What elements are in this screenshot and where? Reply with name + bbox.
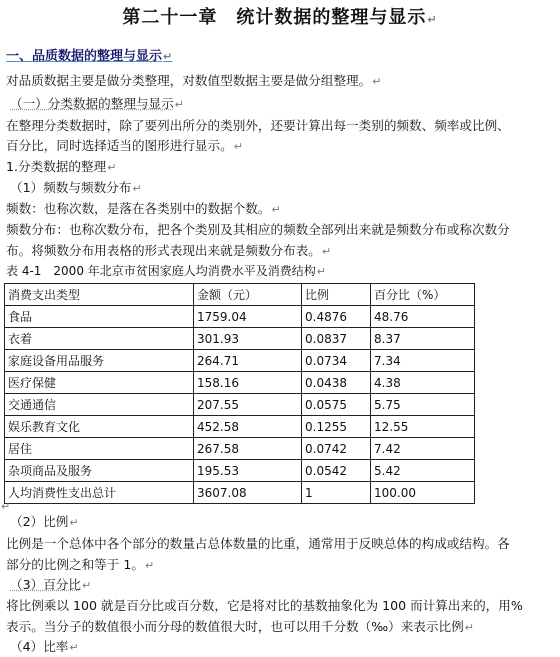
table-end-mark: ↵ [1,500,11,513]
table-cell: 267.58 [194,438,302,460]
table-cell: 5.75 [371,394,475,416]
intro-paragraph: 对品质数据主要是做分类整理，对数值型数据主要是做分组整理。↵ [6,73,382,88]
definition-distribution-line1: 频数分布：也称次数分布，把各个类别及其相应的频数全部列出来就是频数分布或称次数分 [6,222,510,237]
definition-distribution-line2: 布。将频数分布用表格的形式表现出来就是频数分布表。↵ [6,243,332,258]
paragraph-ratio-line1: 比例是一个总体中各个部分的数量占总体数量的比重，通常用于反映总体的构成或结构。各 [6,536,510,551]
table-row [5,460,475,482]
paragraph-percentage-line1: 将比例乘以 100 就是百分比或百分数，它是将对比的基数抽象化为 100 而计算出来的，用% [6,598,523,613]
table-cell: 0.0438 [302,372,371,394]
paragraph-categorical-line1: 在整理分类数据时，除了要列出所分的类别外，还要计算出每一类别的频数、频率或比例、 [6,118,510,133]
table-header-cell: 比例 [302,284,371,306]
table-cell: 交通通信 [5,394,194,416]
table-cell: 娱乐教育文化 [5,416,194,438]
subheading-categorical-data: （一）分类数据的整理与显示↵ [10,96,184,111]
table-header-row [5,284,475,306]
table-cell: 452.58 [194,416,302,438]
table-cell: 7.34 [371,350,475,372]
table-cell: 0.0575 [302,394,371,416]
consumption-table [4,283,475,504]
table-cell: 0.0742 [302,438,371,460]
paragraph-percentage-line2: 表示。当分子的数值很小而分母的数值很大时，也可以用千分数（‰）来表示比例↵ [6,619,474,634]
table-cell: 家庭设备用品服务 [5,350,194,372]
table-cell: 居住 [5,438,194,460]
table-cell: 1 [302,482,371,504]
table-row [5,306,475,328]
table-row [5,350,475,372]
table-caption: 表 4-1 2000 年北京市贫困家庭人均消费水平及消费结构↵ [6,264,326,278]
table-cell: 158.16 [194,372,302,394]
subheading-percentage: （3）百分比↵ [10,577,92,592]
table-cell: 3607.08 [194,482,302,504]
section-heading-quality-data: 一、品质数据的整理与显示↵ [6,49,173,64]
table-cell: 264.71 [194,350,302,372]
subheading-categorical-organize: 1.分类数据的整理↵ [6,159,117,174]
table-row [5,394,475,416]
table-header-cell: 消费支出类型 [5,284,194,306]
table-cell: 207.55 [194,394,302,416]
subheading-rate: （4）比率↵ [10,639,79,654]
table-cell: 195.53 [194,460,302,482]
table-cell: 100.00 [371,482,475,504]
definition-frequency: 频数：也称次数，是落在各类别中的数据个数。↵ [6,201,281,216]
table-cell: 人均消费性支出总计 [5,482,194,504]
table-cell: 4.38 [371,372,475,394]
table-cell: 7.42 [371,438,475,460]
table-cell: 8.37 [371,328,475,350]
chapter-title: 第二十一章 统计数据的整理与显示↵ [122,7,438,28]
table-cell: 0.4876 [302,306,371,328]
table-header-cell: 百分比（%） [371,284,475,306]
table-cell: 食品 [5,306,194,328]
table-cell: 杂项商品及服务 [5,460,194,482]
table-cell: 0.0837 [302,328,371,350]
paragraph-ratio-line2: 部分的比例之和等于 1。↵ [6,557,155,572]
table-header-cell: 金额（元） [194,284,302,306]
table-cell: 0.1255 [302,416,371,438]
subheading-ratio: （2）比例↵ [10,514,79,529]
table-row [5,372,475,394]
table-row [5,438,475,460]
paragraph-categorical-line2: 百分比，同时选择适当的图形进行显示。↵ [6,138,243,153]
table-cell: 5.42 [371,460,475,482]
table-cell: 衣着 [5,328,194,350]
table-cell: 0.0542 [302,460,371,482]
table-cell: 48.76 [371,306,475,328]
table-cell: 0.0734 [302,350,371,372]
table-cell: 1759.04 [194,306,302,328]
table-cell: 301.93 [194,328,302,350]
table-cell: 医疗保健 [5,372,194,394]
subheading-frequency: （1）频数与频数分布↵ [10,180,142,195]
table-row [5,416,475,438]
table-cell: 12.55 [371,416,475,438]
table-row-total [5,482,475,504]
table-row [5,328,475,350]
